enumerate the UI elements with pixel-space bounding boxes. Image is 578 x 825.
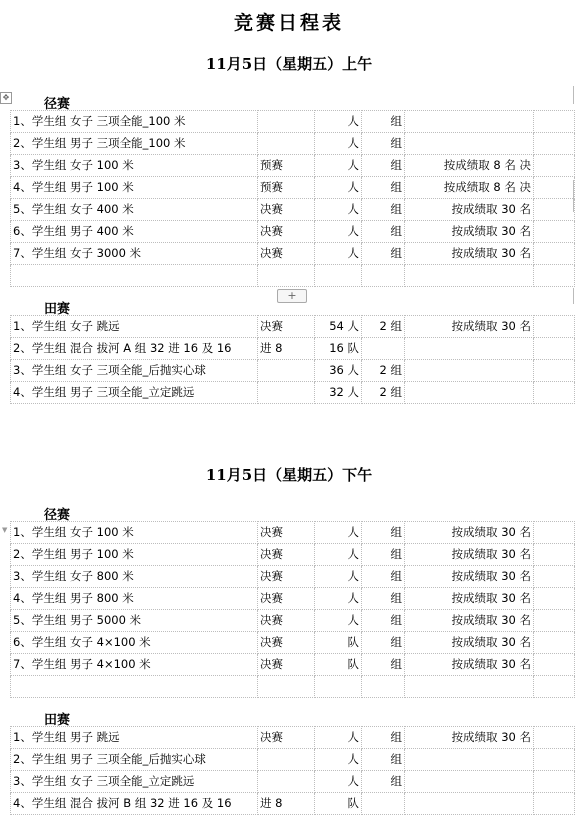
groups-cell[interactable]: 组 xyxy=(362,749,405,771)
count-cell[interactable]: 队 xyxy=(315,632,362,654)
stage-cell[interactable] xyxy=(258,265,315,287)
event-cell[interactable]: 5、学生组 男子 5000 米 xyxy=(11,610,258,632)
event-cell[interactable]: 4、学生组 男子 100 米 xyxy=(11,177,258,199)
note-cell[interactable]: 按成绩取 30 名 xyxy=(405,199,534,221)
table-row xyxy=(11,382,575,404)
stage-cell[interactable] xyxy=(258,382,315,404)
empty-cell[interactable] xyxy=(534,522,575,544)
stage-cell[interactable]: 决赛 xyxy=(258,243,315,265)
table-row xyxy=(11,727,575,749)
empty-cell[interactable] xyxy=(534,749,575,771)
event-cell[interactable]: 2、学生组 男子 100 米 xyxy=(11,544,258,566)
table-row xyxy=(11,749,575,771)
empty-cell[interactable] xyxy=(534,316,575,338)
stage-cell[interactable]: 预赛 xyxy=(258,155,315,177)
groups-cell[interactable] xyxy=(362,265,405,287)
empty-cell[interactable] xyxy=(534,676,575,698)
table-row xyxy=(11,265,575,287)
table-row xyxy=(11,316,575,338)
note-cell[interactable]: 按成绩取 30 名 xyxy=(405,316,534,338)
groups-cell[interactable]: 组 xyxy=(362,199,405,221)
stage-cell[interactable]: 决赛 xyxy=(258,654,315,676)
count-cell[interactable]: 人 xyxy=(315,588,362,610)
stage-cell[interactable]: 决赛 xyxy=(258,544,315,566)
table-row xyxy=(11,155,575,177)
event-cell[interactable]: 7、学生组 男子 4×100 米 xyxy=(11,654,258,676)
stage-cell[interactable]: 决赛 xyxy=(258,727,315,749)
groups-cell[interactable]: 组 xyxy=(362,522,405,544)
row-marker-icon: ▼ xyxy=(2,526,8,534)
event-cell[interactable]: 4、学生组 男子 三项全能_立定跳远 xyxy=(11,382,258,404)
groups-cell[interactable]: 2 组 xyxy=(362,316,405,338)
count-cell[interactable]: 人 xyxy=(315,544,362,566)
note-cell[interactable] xyxy=(405,338,534,360)
note-cell[interactable] xyxy=(405,111,534,133)
table-row xyxy=(11,588,575,610)
empty-cell[interactable] xyxy=(534,632,575,654)
stage-cell[interactable]: 进 8 xyxy=(258,793,315,815)
groups-cell[interactable]: 组 xyxy=(362,155,405,177)
empty-cell[interactable] xyxy=(534,111,575,133)
groups-cell[interactable]: 组 xyxy=(362,221,405,243)
event-cell[interactable]: 1、学生组 女子 三项全能_100 米 xyxy=(11,111,258,133)
morning-field-heading: 田赛 xyxy=(44,302,71,317)
note-cell[interactable]: 按成绩取 8 名 决 xyxy=(405,177,534,199)
groups-cell[interactable]: 组 xyxy=(362,566,405,588)
groups-cell[interactable]: 组 xyxy=(362,133,405,155)
afternoon-session-title: 11月5日（星期五）下午 xyxy=(205,466,373,484)
groups-cell[interactable]: 组 xyxy=(362,588,405,610)
note-cell[interactable]: 按成绩取 30 名 xyxy=(405,727,534,749)
note-cell[interactable]: 按成绩取 30 名 xyxy=(405,544,534,566)
note-cell[interactable]: 按成绩取 30 名 xyxy=(405,588,534,610)
event-cell[interactable]: 2、学生组 男子 三项全能_100 米 xyxy=(11,133,258,155)
event-cell[interactable]: 6、学生组 男子 400 米 xyxy=(11,221,258,243)
count-cell[interactable] xyxy=(315,676,362,698)
stage-cell[interactable] xyxy=(258,749,315,771)
note-cell[interactable]: 按成绩取 30 名 xyxy=(405,566,534,588)
note-cell[interactable]: 按成绩取 30 名 xyxy=(405,243,534,265)
empty-cell[interactable] xyxy=(534,544,575,566)
count-cell[interactable]: 人 xyxy=(315,221,362,243)
groups-cell[interactable]: 2 组 xyxy=(362,360,405,382)
groups-cell[interactable]: 组 xyxy=(362,632,405,654)
note-cell[interactable]: 按成绩取 30 名 xyxy=(405,632,534,654)
morning-track-heading: 径赛 xyxy=(44,97,71,112)
stage-cell[interactable]: 决赛 xyxy=(258,522,315,544)
count-cell[interactable]: 32 人 xyxy=(315,382,362,404)
groups-cell[interactable] xyxy=(362,793,405,815)
empty-cell[interactable] xyxy=(534,155,575,177)
table-row xyxy=(11,654,575,676)
table-row xyxy=(11,338,575,360)
stage-cell[interactable]: 决赛 xyxy=(258,221,315,243)
stage-cell[interactable] xyxy=(258,111,315,133)
note-cell[interactable] xyxy=(405,793,534,815)
table-row xyxy=(11,544,575,566)
table-row xyxy=(11,793,575,815)
table-edge-marker xyxy=(573,86,578,104)
note-cell[interactable]: 按成绩取 30 名 xyxy=(405,522,534,544)
note-cell[interactable] xyxy=(405,133,534,155)
afternoon-track-table xyxy=(10,521,575,698)
note-cell[interactable]: 按成绩取 30 名 xyxy=(405,654,534,676)
empty-cell[interactable] xyxy=(534,588,575,610)
count-cell[interactable]: 人 xyxy=(315,727,362,749)
afternoon-field-heading: 田赛 xyxy=(44,713,71,728)
empty-cell[interactable] xyxy=(534,793,575,815)
empty-cell[interactable] xyxy=(534,654,575,676)
morning-session-title: 11月5日（星期五）上午 xyxy=(205,55,373,73)
groups-cell[interactable]: 组 xyxy=(362,771,405,793)
count-cell[interactable]: 人 xyxy=(315,155,362,177)
table-row xyxy=(11,522,575,544)
empty-cell[interactable] xyxy=(534,360,575,382)
count-cell[interactable]: 16 队 xyxy=(315,338,362,360)
event-cell[interactable]: 3、学生组 女子 三项全能_立定跳远 xyxy=(11,771,258,793)
event-cell[interactable]: 2、学生组 混合 拔河 A 组 32 进 16 及 16 xyxy=(11,338,258,360)
morning-track-table xyxy=(10,110,575,287)
note-cell[interactable] xyxy=(405,360,534,382)
event-cell[interactable] xyxy=(11,265,258,287)
table-edge-marker xyxy=(573,288,578,304)
morning-field-table xyxy=(10,315,575,404)
note-cell[interactable] xyxy=(405,265,534,287)
stage-cell[interactable] xyxy=(258,771,315,793)
event-cell[interactable]: 5、学生组 女子 400 米 xyxy=(11,199,258,221)
table-row xyxy=(11,133,575,155)
count-cell[interactable]: 人 xyxy=(315,177,362,199)
count-cell[interactable]: 人 xyxy=(315,610,362,632)
table-row xyxy=(11,177,575,199)
groups-cell[interactable]: 组 xyxy=(362,177,405,199)
event-cell[interactable] xyxy=(11,676,258,698)
count-cell[interactable]: 人 xyxy=(315,199,362,221)
groups-cell[interactable]: 组 xyxy=(362,111,405,133)
event-cell[interactable]: 1、学生组 男子 跳远 xyxy=(11,727,258,749)
event-cell[interactable]: 6、学生组 女子 4×100 米 xyxy=(11,632,258,654)
stage-cell[interactable]: 预赛 xyxy=(258,177,315,199)
stage-cell[interactable]: 进 8 xyxy=(258,338,315,360)
groups-cell[interactable]: 2 组 xyxy=(362,382,405,404)
stage-cell[interactable] xyxy=(258,133,315,155)
event-cell[interactable]: 4、学生组 男子 800 米 xyxy=(11,588,258,610)
stage-cell[interactable] xyxy=(258,360,315,382)
event-cell[interactable]: 3、学生组 女子 三项全能_后抛实心球 xyxy=(11,360,258,382)
count-cell[interactable]: 人 xyxy=(315,771,362,793)
stage-cell[interactable]: 决赛 xyxy=(258,632,315,654)
empty-cell[interactable] xyxy=(534,338,575,360)
count-cell[interactable] xyxy=(315,265,362,287)
note-cell[interactable] xyxy=(405,771,534,793)
table-row xyxy=(11,111,575,133)
empty-cell[interactable] xyxy=(534,727,575,749)
table-move-handle-icon[interactable]: ✥ xyxy=(0,92,12,104)
empty-cell[interactable] xyxy=(534,265,575,287)
event-cell[interactable]: 1、学生组 女子 100 米 xyxy=(11,522,258,544)
page-title: 竞赛日程表 xyxy=(233,12,344,34)
note-cell[interactable] xyxy=(405,749,534,771)
groups-cell[interactable] xyxy=(362,338,405,360)
empty-cell[interactable] xyxy=(534,221,575,243)
groups-cell[interactable] xyxy=(362,676,405,698)
note-cell[interactable]: 按成绩取 30 名 xyxy=(405,610,534,632)
groups-cell[interactable]: 组 xyxy=(362,654,405,676)
note-cell[interactable] xyxy=(405,676,534,698)
event-cell[interactable]: 1、学生组 女子 跳远 xyxy=(11,316,258,338)
table-row xyxy=(11,199,575,221)
stage-cell[interactable]: 决赛 xyxy=(258,588,315,610)
event-cell[interactable]: 7、学生组 女子 3000 米 xyxy=(11,243,258,265)
event-cell[interactable]: 3、学生组 女子 100 米 xyxy=(11,155,258,177)
stage-cell[interactable] xyxy=(258,676,315,698)
groups-cell[interactable]: 组 xyxy=(362,610,405,632)
count-cell[interactable]: 54 人 xyxy=(315,316,362,338)
table-row xyxy=(11,243,575,265)
table-row xyxy=(11,610,575,632)
event-cell[interactable]: 4、学生组 混合 拔河 B 组 32 进 16 及 16 xyxy=(11,793,258,815)
count-cell[interactable]: 人 xyxy=(315,111,362,133)
table-row xyxy=(11,360,575,382)
count-cell[interactable]: 队 xyxy=(315,793,362,815)
groups-cell[interactable]: 组 xyxy=(362,544,405,566)
note-cell[interactable] xyxy=(405,382,534,404)
stage-cell[interactable]: 决赛 xyxy=(258,316,315,338)
table-row xyxy=(11,771,575,793)
empty-cell[interactable] xyxy=(534,243,575,265)
table-row xyxy=(11,676,575,698)
count-cell[interactable]: 人 xyxy=(315,243,362,265)
empty-cell[interactable] xyxy=(534,566,575,588)
empty-cell[interactable] xyxy=(534,133,575,155)
table-row xyxy=(11,566,575,588)
table-edge-marker xyxy=(573,180,578,212)
empty-cell[interactable] xyxy=(534,199,575,221)
event-cell[interactable]: 3、学生组 女子 800 米 xyxy=(11,566,258,588)
count-cell[interactable]: 人 xyxy=(315,522,362,544)
groups-cell[interactable]: 组 xyxy=(362,727,405,749)
count-cell[interactable]: 队 xyxy=(315,654,362,676)
afternoon-track-heading: 径赛 xyxy=(44,508,71,523)
count-cell[interactable]: 人 xyxy=(315,566,362,588)
event-cell[interactable]: 2、学生组 男子 三项全能_后抛实心球 xyxy=(11,749,258,771)
count-cell[interactable]: 人 xyxy=(315,133,362,155)
stage-cell[interactable]: 决赛 xyxy=(258,610,315,632)
afternoon-field-table xyxy=(10,726,575,815)
empty-cell[interactable] xyxy=(534,177,575,199)
empty-cell[interactable] xyxy=(534,382,575,404)
table-row xyxy=(11,632,575,654)
groups-cell[interactable]: 组 xyxy=(362,243,405,265)
empty-cell[interactable] xyxy=(534,771,575,793)
add-row-button[interactable]: + xyxy=(277,289,307,303)
stage-cell[interactable]: 决赛 xyxy=(258,199,315,221)
count-cell[interactable]: 36 人 xyxy=(315,360,362,382)
stage-cell[interactable]: 决赛 xyxy=(258,566,315,588)
empty-cell[interactable] xyxy=(534,610,575,632)
table-row xyxy=(11,221,575,243)
count-cell[interactable]: 人 xyxy=(315,749,362,771)
note-cell[interactable]: 按成绩取 30 名 xyxy=(405,221,534,243)
note-cell[interactable]: 按成绩取 8 名 决 xyxy=(405,155,534,177)
